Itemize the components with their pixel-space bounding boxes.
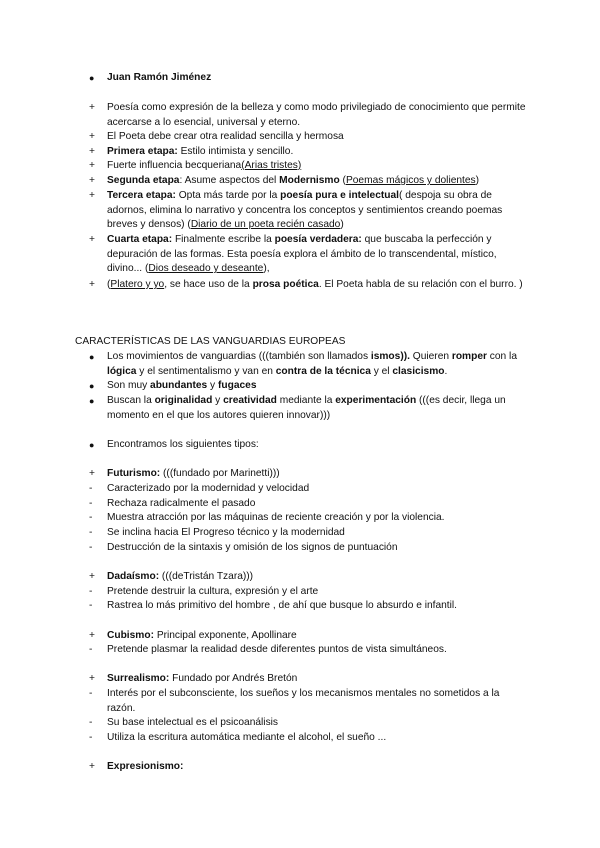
plus-marker: + [89,571,95,582]
plus-marker: + [89,146,95,157]
surrealismo-item: Interés por el subconsciente, los sueños y los mecanismos mentales no sometidos a la razón. [107,688,500,714]
dadaismo-title: Dadaísmo: (((deTristán Tzara))) [107,571,254,582]
surrealismo-item: Su base intelectual es el psicoanálisis [107,717,279,728]
futurismo-item: Rechaza radicalmente el pasado [107,498,256,509]
dash-marker: - [89,600,93,611]
dash-marker: - [89,717,93,728]
plus-marker: + [89,175,95,186]
jrj-primera-etapa: Primera etapa: Estilo intimista y sencillo. [107,146,294,157]
futurismo-item: Destrucción de la sintaxis y omisión de los signos de puntuación [107,542,398,553]
dadaismo-item: Rastrea lo más primitivo del hombre , de ahí que busque lo absurdo e infantil. [107,600,457,611]
futurismo-item: Se inclina hacia El Progreso técnico y la modernidad [107,527,345,538]
work-title-dios-deseado: Dios deseado y deseante [148,263,264,275]
plus-marker: + [89,102,95,113]
cubismo-item: Pretende plasmar la realidad desde diferentes puntos de vista simultáneos. [107,644,447,655]
surrealismo-title: Surrealismo: Fundado por Andrés Bretón [107,673,298,684]
surrealismo-item: Utiliza la escritura automática mediante el alcohol, el sueño ... [107,732,387,743]
futurismo-title: Futurismo: (((fundado por Marinetti))) [107,468,280,479]
jrj-segunda-etapa: Segunda etapa: Asume aspectos del Modernismo (Poemas mágicos y dolientes) [107,175,480,186]
plus-marker: + [89,468,95,479]
expresionismo-title: Expresionismo: [107,761,184,772]
bullet-marker: ● [89,73,95,83]
bullet-marker: ● [89,440,95,450]
plus-marker: + [89,673,95,684]
work-title-arias-tristes: (Arias tristes) [241,160,302,171]
futurismo-item: Muestra atracción por las máquinas de reciente creación y por la violencia. [107,512,445,523]
plus-marker: + [89,279,95,290]
plus-marker: + [89,761,95,772]
dash-marker: - [89,688,93,699]
plus-marker: + [89,131,95,142]
plus-marker: + [89,190,95,201]
dadaismo-item: Pretende destruir la cultura, expresión y el arte [107,586,319,597]
jrj-tercera-etapa: Tercera etapa: Opta más tarde por la poesía pura e intelectual( despoja su obra de adornos, elimina lo narrativo y concentra los conceptos y sentimientos creando poemas breves y densos) (Diario de un poeta recién casado) [107,190,503,231]
dash-marker: - [89,542,93,553]
work-title-platero: Platero y yo [110,279,165,290]
dash-marker: - [89,498,93,509]
jrj-becqueriana: Fuerte influencia becqueriana(Arias tristes) [107,160,302,171]
work-title-poemas-magicos: Poemas mágicos y dolientes [345,175,476,186]
dash-marker: - [89,512,93,523]
futurismo-item: Caracterizado por la modernidad y velocidad [107,483,310,494]
dash-marker: - [89,527,93,538]
jrj-point-2: El Poeta debe crear otra realidad sencilla y hermosa [107,131,344,142]
plus-marker: + [89,160,95,171]
vang-bullet-2: Son muy abundantes y fugaces [107,380,257,391]
jrj-cuarta-etapa: Cuarta etapa: Finalmente escribe la poesía verdadera: que buscaba la perfección y depuración de las formas. Esta poesía explora el ámbito de lo transcendental, místico, divino... (Dios deseado y deseante), [107,234,497,275]
bullet-marker: ● [89,352,95,362]
vanguardias-heading: CARACTERÍSTICAS DE LAS VANGUARDIAS EUROPEAS [75,336,346,347]
work-title-diario: Diario de un poeta recién casado [190,219,341,231]
vang-bullet-3: Buscan la originalidad y creatividad mediante la experimentación (((es decir, llega un momento en el que los autores quieren innovar))) [107,395,506,421]
bullet-marker: ● [89,381,95,391]
vang-bullet-4: Encontramos los siguientes tipos: [107,439,259,450]
jrj-point-1: Poesía como expresión de la belleza y como modo privilegiado de conocimiento que permite acercarse a lo esencial, universal y eterno. [107,102,526,128]
jrj-title: Juan Ramón Jiménez [107,72,212,83]
plus-marker: + [89,234,95,245]
jrj-platero: (Platero y yo, se hace uso de la prosa poética. El Poeta habla de su relación con el burro. ) [107,279,523,290]
plus-marker: + [89,630,95,641]
cubismo-title: Cubismo: Principal exponente, Apollinare [107,630,297,641]
dash-marker: - [89,644,93,655]
dash-marker: - [89,483,93,494]
dash-marker: - [89,732,93,743]
dash-marker: - [89,586,93,597]
vang-bullet-1: Los movimientos de vanguardias (((también son llamados ismos)). Quieren romper con la lógica y el sentimentalismo y van en contra de la técnica y el clasicismo. [107,351,517,377]
bullet-marker: ● [89,396,95,406]
